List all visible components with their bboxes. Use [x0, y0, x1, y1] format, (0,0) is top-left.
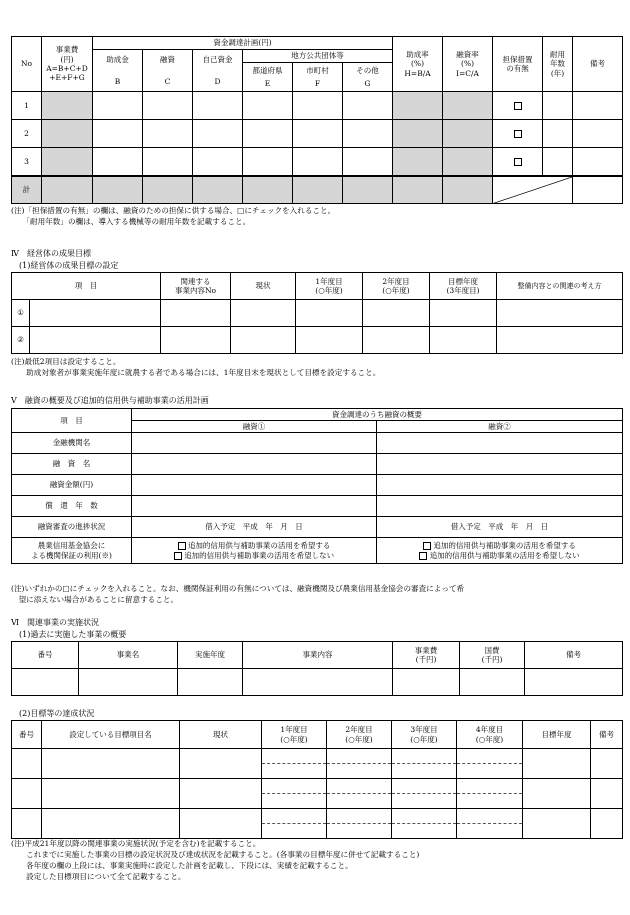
cell	[293, 120, 343, 148]
table-row	[12, 433, 623, 454]
col-header-target-year: 目標年度	[523, 721, 591, 749]
cell	[443, 120, 493, 148]
col-header-year: 実施年度	[178, 642, 243, 669]
cell	[193, 92, 243, 120]
section-iv-subtitle: (1)経営体の成果目標の設定	[11, 261, 119, 270]
cell	[193, 120, 243, 148]
row-number: 2	[12, 120, 42, 148]
table-row	[12, 809, 623, 839]
col-header-year3: 3年度目 (○年度)	[392, 721, 457, 749]
cell	[343, 120, 393, 148]
col-header-year2: 2年度目 (○年度)	[363, 273, 430, 300]
col-header-no: 番号	[12, 642, 79, 669]
col-header-content: 事業内容	[243, 642, 393, 669]
col-header-target-year: 目標年度 (3年度目)	[430, 273, 497, 300]
col-header-local-gov: 地方公共団体等	[243, 50, 393, 63]
outcome-targets-table	[11, 272, 623, 354]
funding-plan-table	[11, 36, 623, 204]
note-targets: (注)最低2項目は設定すること。 助成対象者が事業実施年度に就農する者である場合には、1年度目末を現状として目標を設定すること。	[11, 357, 381, 377]
cell	[243, 92, 293, 120]
cell	[393, 148, 443, 176]
cell	[573, 92, 623, 120]
cell	[543, 148, 573, 176]
cell	[42, 120, 93, 148]
col-header-project-cost: 事業費 (千円)	[393, 642, 460, 669]
cell	[243, 148, 293, 176]
cell	[573, 120, 623, 148]
col-header-current: 現状	[180, 721, 262, 749]
row-marker: ②	[12, 327, 30, 354]
section-v-title: Ⅴ 融資の概要及び追加的信用供与補助事業の活用計画	[11, 396, 209, 405]
cell	[243, 120, 293, 148]
row-label-amount: 融資金額(円)	[12, 475, 132, 496]
table-row	[12, 749, 623, 779]
checkbox[interactable]	[514, 158, 522, 166]
col-header-rationale: 整備内容との関連の考え方	[497, 273, 623, 300]
note-collateral: (注)「担保措置の有無」の欄は、融資のための担保に供する場合、□にチェックを入れること。 「耐用年数」の欄は、導入する機械等の耐用年数を記載すること。	[11, 206, 336, 226]
col-header-current: 現状	[231, 273, 296, 300]
past-projects-table	[11, 641, 623, 696]
diagonal-line	[493, 177, 572, 204]
cell	[93, 92, 143, 120]
loan2-schedule: 借入予定 平成 年 月 日	[377, 517, 623, 538]
row-label-bank: 金融機関名	[12, 433, 132, 454]
section-iv-title: Ⅳ 経営体の成果目標	[11, 249, 91, 258]
achievement-table	[11, 720, 623, 839]
table-row	[12, 120, 623, 148]
collateral-cell	[493, 148, 543, 176]
col-header-loan2: 融資②	[377, 421, 623, 433]
table-row	[12, 454, 623, 475]
collateral-cell	[493, 92, 543, 120]
loan1-guarantee-options: 追加的信用供与補助事業の活用を希望する 追加的信用供与補助事業の活用を希望しない	[132, 538, 377, 564]
col-header-national: 国費 (千円)	[460, 642, 525, 669]
cell	[93, 148, 143, 176]
col-header-loan-outline: 資金調達のうち融資の概要	[132, 409, 623, 421]
cell	[93, 120, 143, 148]
checkbox-not-hope[interactable]	[419, 552, 427, 560]
total-row	[12, 176, 623, 204]
col-header-no: 番号	[12, 721, 42, 749]
row-number: 3	[12, 148, 42, 176]
table-row	[12, 779, 623, 809]
cell	[443, 92, 493, 120]
col-header-item: 項 目	[12, 409, 132, 433]
col-header-remarks: 備考	[525, 642, 623, 669]
cell	[143, 120, 193, 148]
diagonal-cell	[493, 176, 573, 204]
col-header-funding-plan: 資金調達計画(円)	[93, 37, 393, 50]
col-header-target-item: 設定している目標項目名	[42, 721, 180, 749]
col-header-related-no: 関連する 事業内容No	[161, 273, 231, 300]
col-header-remarks: 備考	[591, 721, 623, 749]
loan1-schedule: 借入予定 平成 年 月 日	[132, 517, 377, 538]
cell	[543, 92, 573, 120]
cell	[343, 92, 393, 120]
row-number: 1	[12, 92, 42, 120]
cell	[393, 120, 443, 148]
section-vi-title: Ⅵ 関連事業の実施状況	[11, 618, 100, 627]
cell	[293, 92, 343, 120]
col-header-project-name: 事業名	[79, 642, 178, 669]
table-row	[12, 538, 623, 564]
col-header-loan1: 融資①	[132, 421, 377, 433]
row-label-review-status: 融資審査の進捗状況	[12, 517, 132, 538]
col-header-loan: 融資 C	[143, 50, 193, 92]
col-header-no: No	[12, 37, 42, 92]
col-header-other: その他 G	[343, 63, 393, 92]
col-header-item: 項 目	[12, 273, 161, 300]
cell	[42, 92, 93, 120]
col-header-year2: 2年度目 (○年度)	[327, 721, 392, 749]
cell	[573, 148, 623, 176]
section-vi-subtitle1: (1)過去に実施した事業の概要	[11, 630, 127, 639]
checkbox[interactable]	[514, 102, 522, 110]
col-header-year4: 4年度目 (○年度)	[457, 721, 523, 749]
col-header-loan-rate: 融資率 (%) I=C/A	[443, 37, 493, 92]
cell	[543, 120, 573, 148]
col-header-collateral: 担保措置 の有無	[493, 37, 543, 92]
row-label-repay-years: 償 還 年 数	[12, 496, 132, 517]
checkbox-hope[interactable]	[423, 542, 431, 550]
col-header-remarks: 備考	[573, 37, 623, 92]
table-row	[12, 669, 623, 696]
table-row	[12, 327, 623, 354]
col-header-subsidy: 助成金 B	[93, 50, 143, 92]
cell	[343, 148, 393, 176]
table-row	[12, 517, 623, 538]
col-header-year1: 1年度目 (○年度)	[296, 273, 363, 300]
collateral-cell	[493, 120, 543, 148]
cell	[143, 92, 193, 120]
checkbox-not-hope[interactable]	[174, 552, 182, 560]
note-related-projects: (注)平成21年度以降の関連事業の実施状況(予定を含む)を記載すること。 これまでに実施した事業の目標の設定状況及び達成状況を記載すること。(各事業の目標年度に併せて記載すること) 各年度の欄の上段には、事業実施時に設定した計画を記載し、下段には、実績を記載すること。 設定した目標項目について全て記載すること。	[11, 839, 420, 881]
note-guarantee: (注)いずれかの□にチェックを入れること。なお、機関保証利用の有無については、融資機関及び農業信用基金協会の審査によって希 望に添えない場合があることに留意すること。	[11, 584, 465, 604]
col-header-city: 市町村 F	[293, 63, 343, 92]
section-vi-subtitle2: (2)目標等の達成状況	[11, 709, 95, 718]
table-row	[12, 148, 623, 176]
cell	[293, 148, 343, 176]
checkbox-hope[interactable]	[178, 542, 186, 550]
cell	[443, 148, 493, 176]
cell	[143, 148, 193, 176]
col-header-useful-life: 耐用 年数 (年)	[543, 37, 573, 92]
checkbox[interactable]	[514, 130, 522, 138]
table-row	[12, 300, 623, 327]
loan-overview-table	[11, 408, 623, 564]
total-label: 計	[12, 176, 42, 204]
row-marker: ①	[12, 300, 30, 327]
row-label-loan-name: 融 資 名	[12, 454, 132, 475]
table-row	[12, 92, 623, 120]
loan2-guarantee-options: 追加的信用供与補助事業の活用を希望する 追加的信用供与補助事業の活用を希望しない	[377, 538, 623, 564]
col-header-prefecture: 都道府県 E	[243, 63, 293, 92]
cell	[193, 148, 243, 176]
table-row	[12, 475, 623, 496]
col-header-subsidy-rate: 助成率 (%) H=B/A	[393, 37, 443, 92]
col-header-year1: 1年度目 (○年度)	[262, 721, 327, 749]
table-row	[12, 496, 623, 517]
row-label-guarantee: 農業信用基金協会に よる機関保証の利用(※)	[12, 538, 132, 564]
col-header-project-cost: 事業費 (円) A=B+C+D +E+F+G	[42, 37, 93, 92]
col-header-own-funds: 自己資金 D	[193, 50, 243, 92]
cell	[393, 92, 443, 120]
cell	[42, 148, 93, 176]
